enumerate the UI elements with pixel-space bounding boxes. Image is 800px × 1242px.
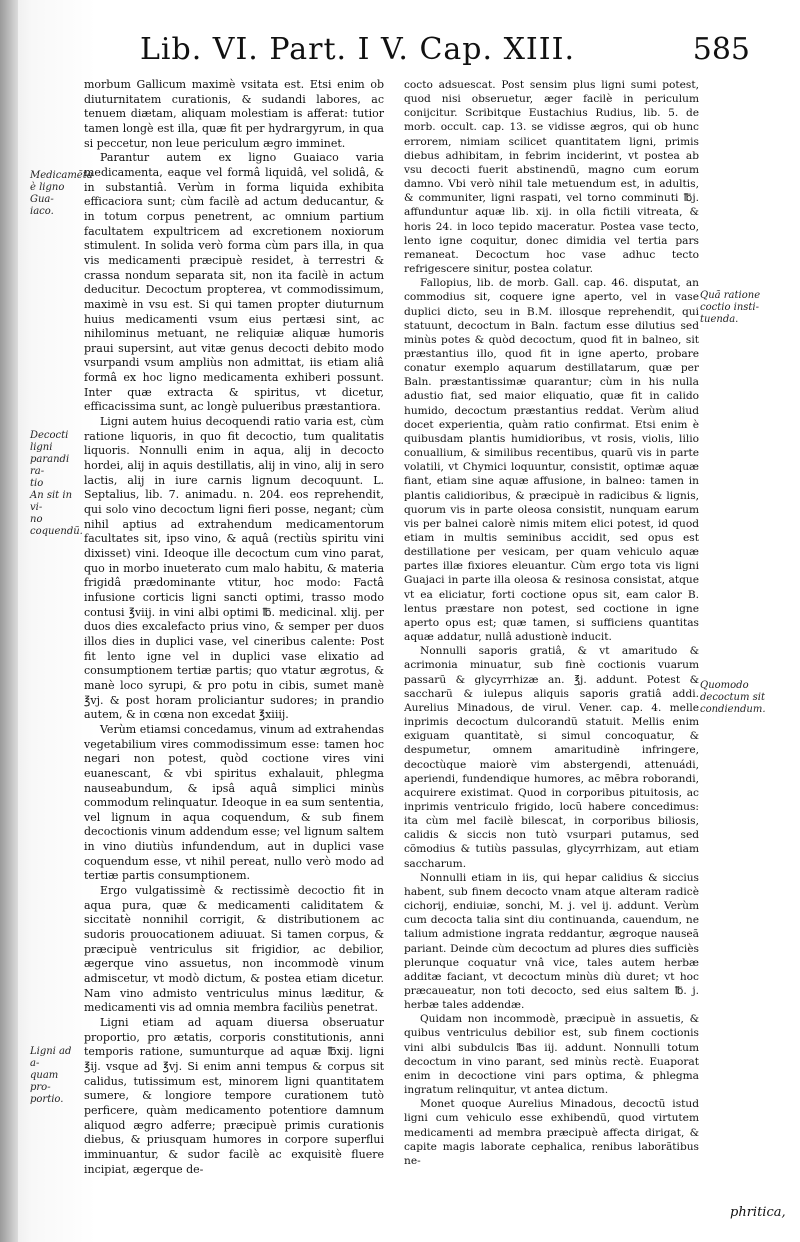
- paragraph: Nonnulli etiam in iis, qui hepar calidius & siccius habent, sub finem decocto vnam atque alteram radicè cichorij, endiuiæ, sonchi, M. j. vel ij. addunt. Verùm cum decocta talia sint diu continuanda, cauendum, ne talium admistione ingrata reddantur, ægroque nauseã pariant. Deinde cùm decoctum ad plures dies sufficiès plerunque coquatur vnâ vice, tales autem herbæ additæ faciant, vt decoctum minùs diù duret; vt hoc præcaueatur, non toti decocto, sed eius saltem ℔. j. herbæ tales addendæ.: [404, 871, 699, 1012]
- margin-note-medicamenta: Medicamẽta è ligno Gua- iaco.: [30, 170, 93, 217]
- paragraph: Verùm etiamsi concedamus, vinum ad extrahendas vegetabilium vires commodissimum esse: tamen hoc negari non potest, quòd coctione vires vini euanescant, & vbi spiritus exhalauit, phlegma nauseabundum, & ipsâ aquâ simplici minùs commodum relinquatur. Ideoque in ea sum sententia, vel lignum in aqua coquendum, & sub finem decoctionis vinum addendum esse; vel lignum saltem in vino diutiùs infundendum, aut in duplici vase coquendum esse, vt nihil pereat, nullo verò modo ad tertiæ partis consumptionem.: [84, 722, 384, 883]
- paragraph: Ergo vulgatissimè & rectissimè decoctio fit in aqua pura, quæ & medicamenti caliditatem & siccitatè nonnihil corrigit, & distributionem ac sudoris prouocationem adiuuat. Si tamen corpus, & præcipuè ventriculus sit frigidior, ac debilior, ægerque vino assuetus, non incommodè vinum admiscetur, vt modò dictum, & postea etiam dicetur. Nam vino admisto ventriculus minus læditur, & medicamenti vis ad omnia membra faciliùs penetrat.: [84, 884, 384, 1015]
- running-head: Lib. VI. Part. I V. Cap. XIII.: [140, 32, 576, 67]
- binding-gutter: [0, 0, 18, 1242]
- page-header: [130, 28, 750, 78]
- catchword: phritica,: [730, 1205, 786, 1220]
- margin-note-condiendum: Quomodo decoctum sit condiendum.: [700, 680, 766, 715]
- paragraph: Monet quoque Aurelius Minadous, decoctũ istud ligni cum vehiculo esse exhibendũ, quod virtutem medicamenti ad membra præcipuè affecta dirigat, & capite magis laborate cephalica, renibus laborãtibus ne-: [404, 1098, 699, 1167]
- paragraph: Parantur autem ex ligno Guaiaco varia medicamenta, eaque vel formâ liquidâ, vel solidâ, & in substantiâ. Verùm in forma liquida exhibita efficaciora sunt; cùm facilè ad actum deducantur, & in totum corpus penetrent, ac omnium partium facultatem expultricem ad excretionem noxiorum stimulent. In solida verò forma cùm pars illa, in qua vis medicamenti præcipuè residet, à terrestri & crassa nondum separata sit, non ita facilè in actum deducitur. Decoctum propterea, vt commodissimum, maximè in vsu est. Si qui tamen propter diuturnum huius medicamenti vsum eius pertæsi sint, ac nihilominus metuant, ne reliquiæ aliquæ humoris praui supersint, aut vitæ genus decocti debito modo vsurpandi vsum ampliùs non admittat, iis etiam aliâ formâ ex hoc ligno medicamenta exhiberi possunt. Inter quæ extracta & spiritus, vt dicetur, efficacissima sunt, ac longè pulueribus præstantiora.: [84, 151, 384, 414]
- paragraph: Ligni autem huius decoquendi ratio varia est, cùm ratione liquoris, in quo fit decoctio, tum qualitatis liquoris. Nonnulli enim in aqua, alij in decocto hordei, alij in aquis destillatis, alij in vino, alij in sero lactis, alij in iure carnis lignum decoquunt. L. Septalius, lib. 7. animadu. n. 204. eos reprehendit, qui solo vino decoctum ligni fieri posse, negant; cùm nihil aptius ad extrahendum medicamentorum facultates sit, ipso vino, & aquâ (rectiùs spiritu vini dixisset) vini. Ideoque ille decoctum cum vino parat, quo in morbo inueterato cum malo habitu, & materia frigidâ prædominante vtitur, hoc modo: Factâ infusione corticis ligni sancti optimi, trasso modo contusi ℥viij. in vini albi optimi ℔. medicinal. xlij. per duos dies excalefacto prius vino, & semper per duos illos dies in duplici vase, vel cineribus calente: Post fit lento igne vel in duplici vase elixatio ad consumptionem tertiæ partis; quo vtatur ægrotus, & manè loco syrupi, & pro potu in cibis, sumet manè ℥vj. & post horam proliciantur sudores; in prandio autem, & in cœna non excedat ℥xiiij.: [84, 415, 384, 722]
- paragraph: Quidam non incommodè, præcipuè in assuetis, & quibus ventriculus debilior est, sub finem coctionis vini albi subdulcis ℔as iij. addunt. Nonnulli totum decoctum in vino parant, sed minùs rectè. Euaporat enim in decoctione vini pars optima, & phlegma ingratum relinquitur, vt antea dictum.: [404, 1013, 699, 1097]
- left-column: [84, 78, 384, 1177]
- margin-note-coctio: Quã ratione coctio insti- tuenda.: [700, 290, 761, 325]
- right-column: [404, 78, 699, 1168]
- page-number: 585: [692, 32, 750, 67]
- paragraph: morbum Gallicum maximè vsitata est. Etsi enim ob diuturnitatem curationis, & sudandi labores, ac tenuem diætam, aliquam molestiam is afferat: tutior tamen longè est illa, quæ fit per hydrargyrum, in qua si peccetur, non leue periculum ægro imminet.: [84, 78, 384, 150]
- margin-note-decocti-ratio: Decocti ligni parandi ra- tio An sit in vi- no coquendũ.: [30, 430, 83, 537]
- paragraph: cocto adsuescat. Post sensim plus ligni sumi potest, quod nisi obseruetur, æger facilè in periculum conijcitur. Scribitque Eustachius Rudius, lib. 5. de morb. occult. cap. 13. se vidisse ægros, qui ob hunc errorem, nimiam scilicet quantitatem ligni, primis diebus adhibitam, in febrim inciderint, vt postea ab vsu decocti fuerit abstinendũ, magno cum eorum damno. Vbi verò nihil tale metuendum est, in adultis, & communiter, ligni raspati, vel torno comminuti ℔j. affunduntur aquæ lib. xij. in olla fictili vitreata, & horis 24. in loco tepido maceratur. Postea vase tecto, lento igne coquitur, donec dimidia vel tertia pars remaneat. Decoctum hoc vase adhuc tecto refrigescere sinitur, postea colatur.: [404, 79, 699, 276]
- margin-note-ligni-proportio: Ligni ad a- quam pro- portio.: [30, 1046, 72, 1105]
- paragraph: Nonnulli saporis gratiâ, & vt amaritudo & acrimonia minuatur, sub finè coctionis vuarum passarũ & glycyrrhizæ an. ℥j. addunt. Potest & saccharũ & iulepus aliquis saporis gratiâ addi. Aurelius Minadous, de virul. Vener. cap. 4. melle inprimis decoctum dulcorandũ statuit. Mellis enim exiguam quantitatè, si simul concoquatur, & despumetur, omnem amaritudinè infringere, decoctùque maiorè vim abstergendi, attenuádi, aperiendi, fundendique humores, ac mẽbra roborandi, acquirere existimat. Quod in corporibus pituitosis, ac inprimis ventriculo frigido, locũ habere concedimus: ita cùm mel facilè bilescat, in corporibus biliosis, calidis & siccis non tutò vsurpari putamus, sed cõmodius & tutiùs passulas, glycyrrhizam, aut etiam saccharum.: [404, 645, 699, 870]
- paragraph: Fallopius, lib. de morb. Gall. cap. 46. disputat, an commodius sit, coquere igne aperto, vel in vase duplici dicto, seu in B.M. illosque reprehendit, qui statuunt, decoctum in Baln. factum esse dilutius sed minùs potes & quòd decoctum, quod fit in balneo, sit præstantius illo, quod fit in igne aperto, probare conatur exemplo aquarum destillatarum, quæ per Baln. præstantissimæ quarantur; cùm in his nulla adustio fiat, sed maior eliquatio, quæ fit in calido humido, decoctum præstantius reddat. Verùm aliud docet experientia, quàm ratio confirmat. Etsi enim è quibusdam plantis humidioribus, vt rosis, violis, lilio conuallium, & similibus recentibus, quarũ vis in parte volatili, vt Chymici loquuntur, consistit, optimæ aquæ fiant, etiam sine aquæ affusione, in balneo: tamen in plantis calidioribus, & præcipuè in radicibus & lignis, quorum vis in parte oleosa consistit, nunquam earum vis per balnei calorè nimis mitem elici potest, id quod etiam in multis seminibus accidit, sed opus est destillatione per vesicam, per quam vehiculo aquæ partes illæ fixiores eleuantur. Cùm ergo tota vis ligni Guajaci in parte illa oleosa & resinosa consistat, atque vt ea eliciatur, forti coctione opus sit, eam calor B. lentus præstare non potest, sed coctione in igne aperto opus est; quæ tamen, si sufficiens quantitas aquæ addatur, nullâ adustionè inducit.: [404, 277, 699, 644]
- paragraph: Ligni etiam ad aquam diuersa obseruatur proportio, pro ætatis, corporis constitutionis, anni temporis ratione, sumunturque ad aquæ ℔xij. ligni ℥ij. vsque ad ℥vj. Si enim anni tempus & corpus sit calidus, tutissimum est, minorem ligni quantitatem sumere, & longiore tempore curationem tutò perficere, quàm medicamento potentiore damnum aliquod ægro adferre; præcipuè primis curationis diebus, & priusquam humores in corpore superflui imminuantur, & sudor facilè ac exquisitè fluere incipiat, ægerque de-: [84, 1016, 384, 1176]
